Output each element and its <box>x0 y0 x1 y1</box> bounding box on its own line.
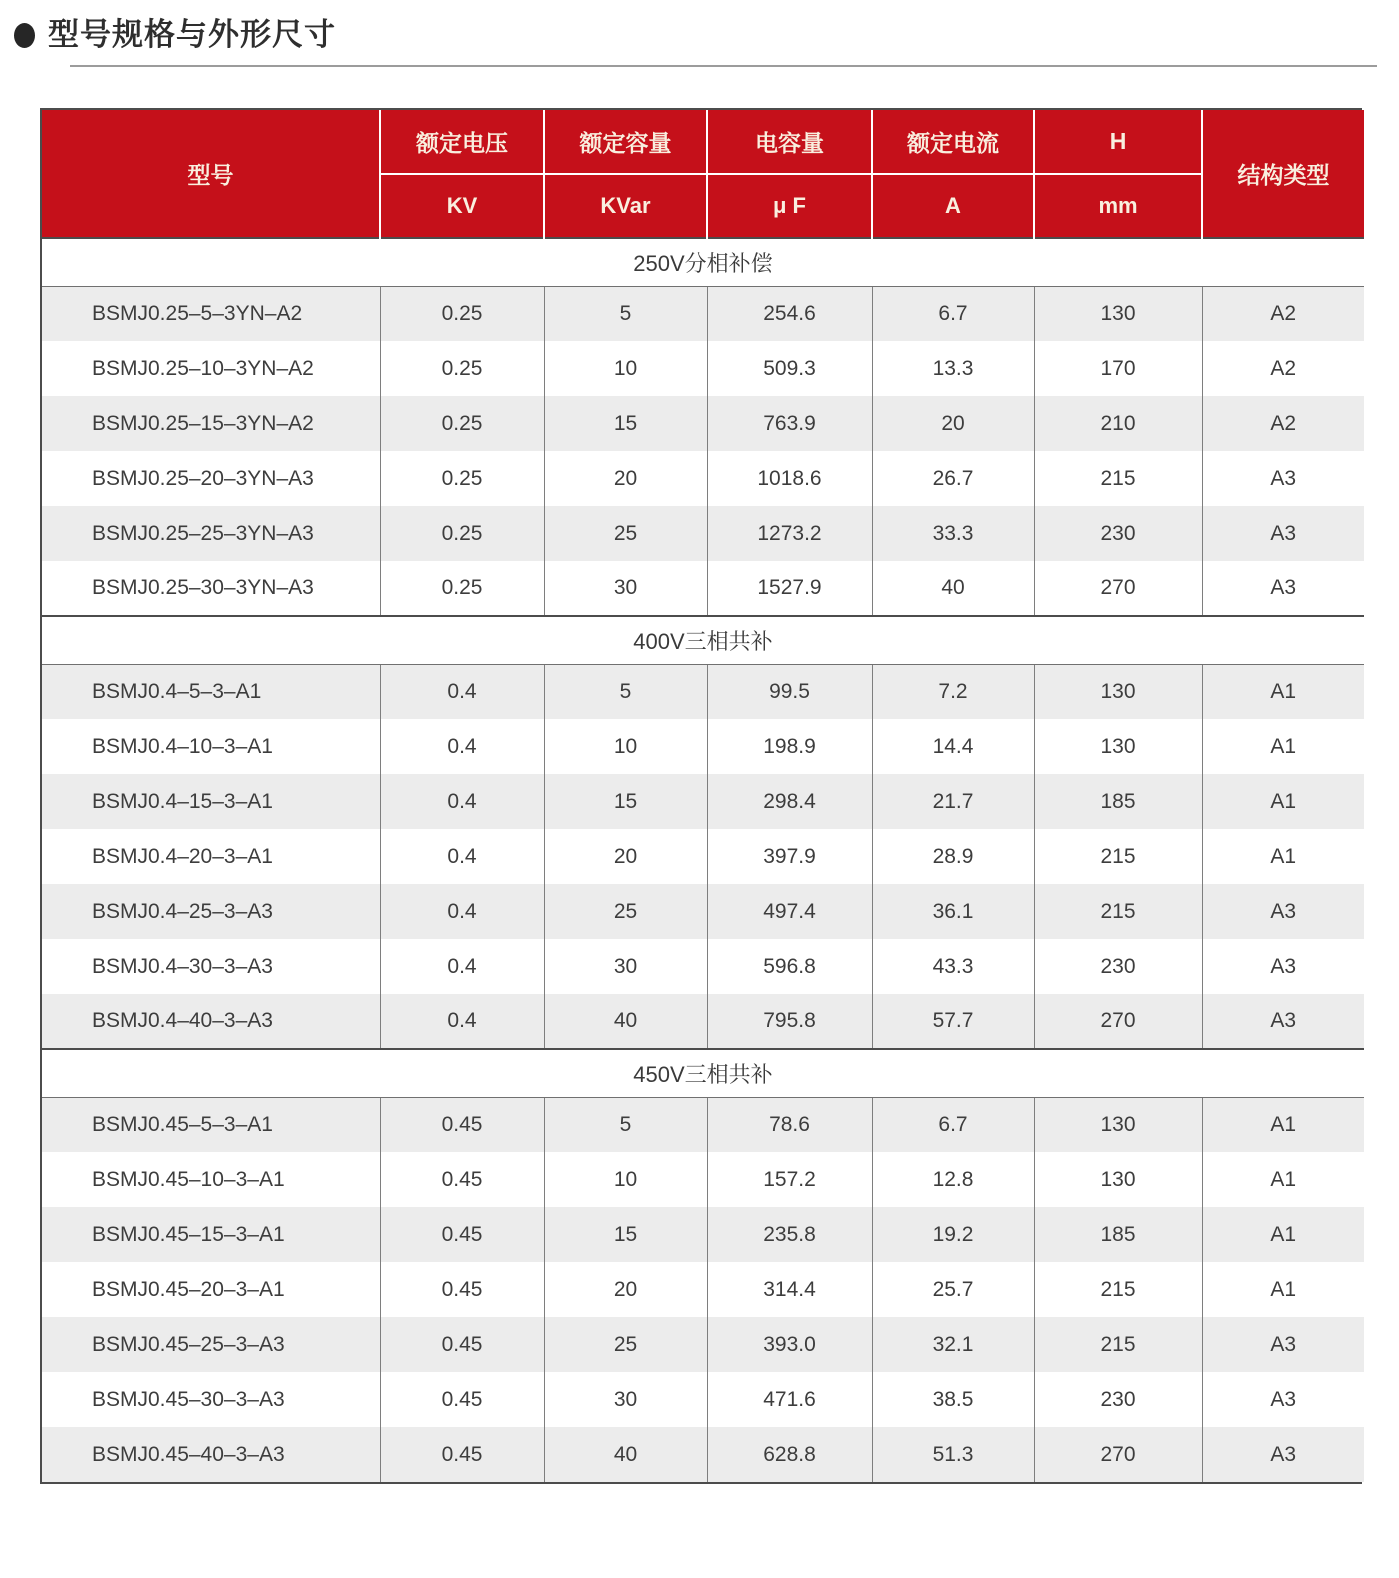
table-row <box>42 1262 1364 1317</box>
value-cell: 15 <box>544 396 707 451</box>
value-cell: A3 <box>1270 954 1297 978</box>
table-row <box>42 774 1364 829</box>
value-cell: 298.4 <box>707 774 872 829</box>
table-row <box>42 884 1364 939</box>
value-cell: 157.2 <box>707 1152 872 1207</box>
model-cell: BSMJ0.45–5–3–A1 <box>42 1097 380 1152</box>
value-cell: 38.5 <box>872 1372 1034 1427</box>
value-cell: 0.45 <box>380 1372 544 1427</box>
col-header-model: 型号 <box>42 110 380 238</box>
value-cell: 170 <box>1034 341 1202 396</box>
value-cell: 0.45 <box>380 1317 544 1372</box>
value-cell: 130 <box>1034 664 1202 719</box>
value-cell: A1 <box>1270 844 1297 868</box>
value-cell: 509.3 <box>707 341 872 396</box>
value-cell: 230 <box>1034 939 1202 994</box>
table-row <box>42 451 1364 506</box>
model-cell: BSMJ0.45–15–3–A1 <box>42 1207 380 1262</box>
value-cell: 15 <box>544 1207 707 1262</box>
model-cell: BSMJ0.45–20–3–A1 <box>42 1262 380 1317</box>
value-cell: A1 <box>1270 734 1297 758</box>
value-cell: 5 <box>544 286 707 341</box>
value-cell: 628.8 <box>707 1427 872 1482</box>
value-cell: 57.7 <box>872 994 1034 1049</box>
value-cell: 130 <box>1034 719 1202 774</box>
section-title: 400V三相共补 <box>42 616 1364 664</box>
value-cell: 230 <box>1034 506 1202 561</box>
page-header <box>14 18 1399 52</box>
value-cell: 185 <box>1034 774 1202 829</box>
value-cell: 215 <box>1034 1317 1202 1372</box>
value-cell: 30 <box>544 939 707 994</box>
value-cell: A3 <box>1270 466 1297 490</box>
value-cell: 12.8 <box>872 1152 1034 1207</box>
value-cell: 6.7 <box>872 1097 1034 1152</box>
spec-table <box>42 110 1364 1482</box>
value-cell: 270 <box>1034 1427 1202 1482</box>
value-cell: 5 <box>544 1097 707 1152</box>
value-cell: 1018.6 <box>707 451 872 506</box>
table-row <box>42 561 1364 616</box>
model-cell: BSMJ0.25–10–3YN–A2 <box>42 341 380 396</box>
value-cell: 20 <box>544 829 707 884</box>
value-cell: 198.9 <box>707 719 872 774</box>
value-cell: A1 <box>1270 1167 1297 1191</box>
value-cell: 20 <box>544 451 707 506</box>
value-cell: 51.3 <box>872 1427 1034 1482</box>
value-cell: 270 <box>1034 561 1202 616</box>
value-cell: 33.3 <box>872 506 1034 561</box>
table-row <box>42 939 1364 994</box>
model-cell: BSMJ0.4–30–3–A3 <box>42 939 380 994</box>
value-cell: 0.4 <box>380 719 544 774</box>
value-cell: 25 <box>544 884 707 939</box>
model-cell: BSMJ0.4–40–3–A3 <box>42 994 380 1049</box>
col-header-rated-voltage: 额定电压 <box>380 110 544 174</box>
value-cell: A1 <box>1202 774 1364 829</box>
value-cell: 99.5 <box>707 664 872 719</box>
value-cell: 0.25 <box>380 396 544 451</box>
table-row <box>42 396 1364 451</box>
table-row <box>42 341 1364 396</box>
value-cell: 32.1 <box>872 1317 1034 1372</box>
value-cell: 795.8 <box>707 994 872 1049</box>
table-row <box>42 719 1364 774</box>
model-cell: BSMJ0.25–25–3YN–A3 <box>42 506 380 561</box>
model-cell: BSMJ0.4–25–3–A3 <box>42 884 380 939</box>
value-cell: 0.45 <box>380 1262 544 1317</box>
value-cell: 10 <box>544 719 707 774</box>
value-cell: 28.9 <box>872 829 1034 884</box>
col-header-structure-type: 结构类型 <box>1202 110 1364 238</box>
unit-kv: KV <box>380 174 544 238</box>
value-cell: 1273.2 <box>707 506 872 561</box>
model-cell: BSMJ0.4–20–3–A1 <box>42 829 380 884</box>
col-header-height: H <box>1034 110 1202 174</box>
value-cell: 0.45 <box>380 1207 544 1262</box>
value-cell: 215 <box>1034 1262 1202 1317</box>
value-cell: A2 <box>1202 396 1364 451</box>
value-cell: 215 <box>1034 884 1202 939</box>
header-row-labels <box>42 110 1364 174</box>
value-cell: 40 <box>872 561 1034 616</box>
value-cell: 130 <box>1034 1152 1202 1207</box>
unit-a: A <box>872 174 1034 238</box>
value-cell: A2 <box>1202 286 1364 341</box>
value-cell: 30 <box>544 561 707 616</box>
value-cell: 26.7 <box>872 451 1034 506</box>
value-cell: 763.9 <box>707 396 872 451</box>
table-row <box>42 664 1364 719</box>
value-cell: 0.4 <box>380 774 544 829</box>
value-cell: A3 <box>1202 994 1364 1049</box>
value-cell: A1 <box>1202 1097 1364 1152</box>
value-cell: A1 <box>1202 1207 1364 1262</box>
value-cell: 0.45 <box>380 1152 544 1207</box>
value-cell: 0.4 <box>380 884 544 939</box>
value-cell: 40 <box>544 1427 707 1482</box>
value-cell: 14.4 <box>872 719 1034 774</box>
value-cell: 0.4 <box>380 939 544 994</box>
value-cell: A3 <box>1202 884 1364 939</box>
model-cell: BSMJ0.45–40–3–A3 <box>42 1427 380 1482</box>
value-cell: 36.1 <box>872 884 1034 939</box>
value-cell: 185 <box>1034 1207 1202 1262</box>
value-cell: 497.4 <box>707 884 872 939</box>
section-header-row <box>42 1049 1364 1097</box>
value-cell: 0.45 <box>380 1097 544 1152</box>
value-cell: 7.2 <box>872 664 1034 719</box>
value-cell: 21.7 <box>872 774 1034 829</box>
value-cell: 6.7 <box>872 286 1034 341</box>
section-title: 450V三相共补 <box>42 1049 1364 1097</box>
model-cell: BSMJ0.25–30–3YN–A3 <box>42 561 380 616</box>
value-cell: 254.6 <box>707 286 872 341</box>
value-cell: 314.4 <box>707 1262 872 1317</box>
spec-table-body <box>42 238 1364 1482</box>
value-cell: 0.25 <box>380 561 544 616</box>
section-header-row <box>42 238 1364 286</box>
unit-kvar: KVar <box>544 174 707 238</box>
table-row <box>42 829 1364 884</box>
model-cell: BSMJ0.25–5–3YN–A2 <box>42 286 380 341</box>
title-divider <box>70 65 1377 67</box>
spec-table-container <box>40 108 1362 1484</box>
value-cell: 397.9 <box>707 829 872 884</box>
model-cell: BSMJ0.45–10–3–A1 <box>42 1152 380 1207</box>
unit-uf: μ F <box>707 174 872 238</box>
value-cell: 471.6 <box>707 1372 872 1427</box>
value-cell: 393.0 <box>707 1317 872 1372</box>
value-cell: 0.45 <box>380 1427 544 1482</box>
col-header-capacitance: 电容量 <box>707 110 872 174</box>
table-row <box>42 994 1364 1049</box>
value-cell: 19.2 <box>872 1207 1034 1262</box>
value-cell: 15 <box>544 774 707 829</box>
value-cell: 40 <box>544 994 707 1049</box>
bullet-icon <box>14 23 35 48</box>
table-row <box>42 1152 1364 1207</box>
value-cell: 230 <box>1034 1372 1202 1427</box>
value-cell: 0.25 <box>380 451 544 506</box>
page-title: 型号规格与外形尺寸 <box>48 17 336 52</box>
model-cell: BSMJ0.4–15–3–A1 <box>42 774 380 829</box>
table-row <box>42 1317 1364 1372</box>
model-cell: BSMJ0.25–15–3YN–A2 <box>42 396 380 451</box>
value-cell: 1527.9 <box>707 561 872 616</box>
value-cell: A3 <box>1270 1387 1297 1411</box>
value-cell: 210 <box>1034 396 1202 451</box>
model-cell: BSMJ0.25–20–3YN–A3 <box>42 451 380 506</box>
value-cell: 25.7 <box>872 1262 1034 1317</box>
table-row <box>42 286 1364 341</box>
model-cell: BSMJ0.4–10–3–A1 <box>42 719 380 774</box>
col-header-rated-capacity: 额定容量 <box>544 110 707 174</box>
value-cell: 5 <box>544 664 707 719</box>
value-cell: A2 <box>1270 356 1297 380</box>
value-cell: 30 <box>544 1372 707 1427</box>
value-cell: 0.4 <box>380 829 544 884</box>
model-cell: BSMJ0.45–25–3–A3 <box>42 1317 380 1372</box>
spec-table-header <box>42 110 1364 238</box>
value-cell: 20 <box>544 1262 707 1317</box>
value-cell: 10 <box>544 1152 707 1207</box>
col-header-rated-current: 额定电流 <box>872 110 1034 174</box>
value-cell: 0.25 <box>380 286 544 341</box>
value-cell: A3 <box>1202 506 1364 561</box>
value-cell: 0.25 <box>380 506 544 561</box>
value-cell: 78.6 <box>707 1097 872 1152</box>
value-cell: A1 <box>1270 1277 1297 1301</box>
table-row <box>42 1097 1364 1152</box>
value-cell: 596.8 <box>707 939 872 994</box>
value-cell: 25 <box>544 1317 707 1372</box>
value-cell: 0.25 <box>380 341 544 396</box>
value-cell: 43.3 <box>872 939 1034 994</box>
table-row <box>42 1372 1364 1427</box>
model-cell: BSMJ0.45–30–3–A3 <box>42 1372 380 1427</box>
section-title: 250V分相补偿 <box>42 238 1364 286</box>
value-cell: 0.4 <box>380 664 544 719</box>
table-row <box>42 1207 1364 1262</box>
value-cell: A3 <box>1202 1317 1364 1372</box>
value-cell: 270 <box>1034 994 1202 1049</box>
section-header-row <box>42 616 1364 664</box>
table-row <box>42 1427 1364 1482</box>
value-cell: A3 <box>1270 576 1297 600</box>
value-cell: 130 <box>1034 1097 1202 1152</box>
value-cell: 215 <box>1034 829 1202 884</box>
value-cell: A3 <box>1202 1427 1364 1482</box>
value-cell: A1 <box>1202 664 1364 719</box>
table-row <box>42 506 1364 561</box>
value-cell: 10 <box>544 341 707 396</box>
unit-mm: mm <box>1034 174 1202 238</box>
model-cell: BSMJ0.4–5–3–A1 <box>42 664 380 719</box>
value-cell: 13.3 <box>872 341 1034 396</box>
value-cell: 25 <box>544 506 707 561</box>
value-cell: 215 <box>1034 451 1202 506</box>
value-cell: 235.8 <box>707 1207 872 1262</box>
value-cell: 20 <box>872 396 1034 451</box>
value-cell: 130 <box>1034 286 1202 341</box>
value-cell: 0.4 <box>380 994 544 1049</box>
